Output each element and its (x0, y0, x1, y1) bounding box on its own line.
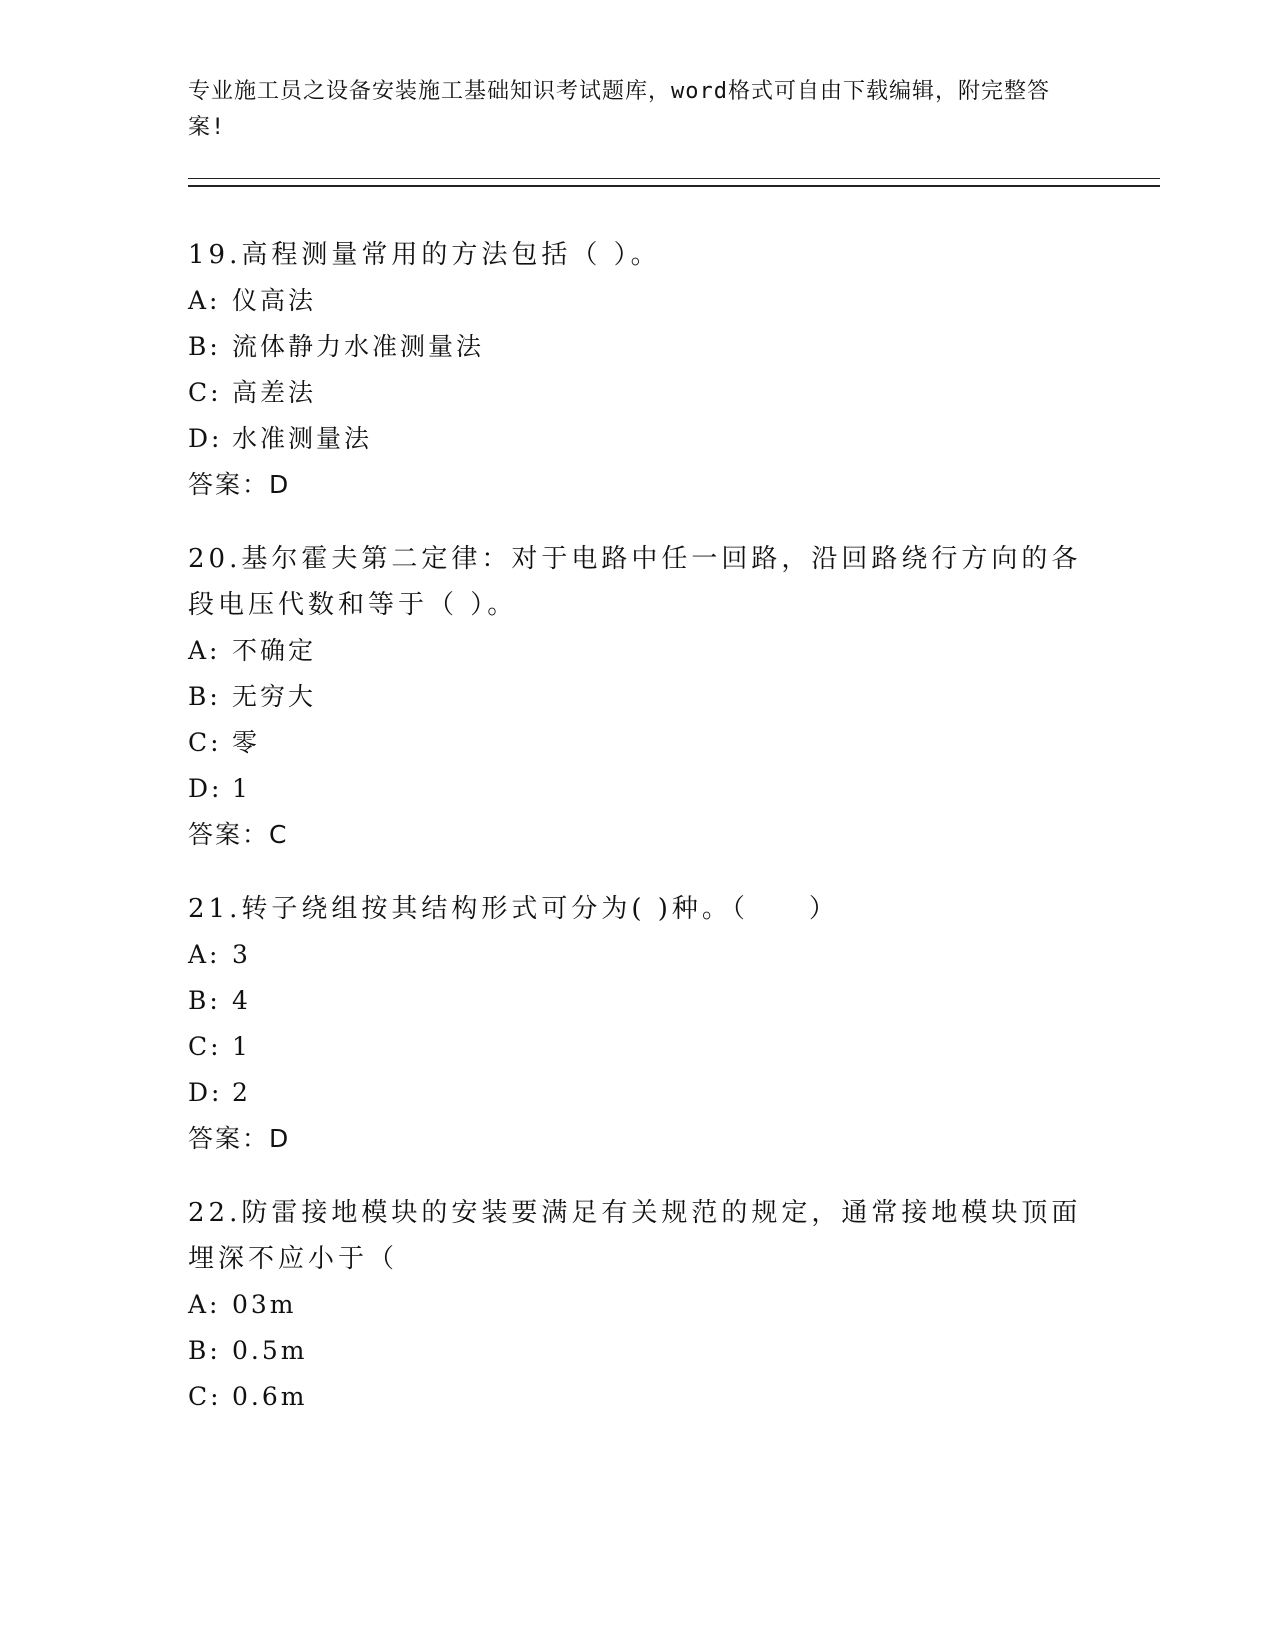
option-d (188, 416, 1088, 462)
option-d (188, 766, 1088, 812)
option-text: 仪高法 (232, 286, 317, 315)
option-text: 4 (232, 986, 251, 1015)
option-text: 1 (232, 774, 251, 803)
option-text: 03m (232, 1290, 297, 1319)
option-c (188, 370, 1088, 416)
option-text: 1 (232, 1032, 251, 1061)
document-title: 专业施工员之设备安装施工基础知识考试题库，word格式可自由下载编辑，附完整答案! (188, 79, 1050, 140)
question-22 (188, 1190, 1088, 1420)
option-letter: C: (188, 378, 222, 407)
option-b (188, 1328, 1088, 1374)
option-letter: B: (188, 332, 221, 361)
option-a (188, 628, 1088, 674)
option-letter: A: (188, 636, 221, 665)
question-text: 20.基尔霍夫第二定律：对于电路中任一回路，沿回路绕行方向的各段电压代数和等于（ ）。 (188, 544, 1082, 620)
option-letter: C: (188, 1382, 222, 1411)
option-a (188, 1282, 1088, 1328)
option-letter: A: (188, 286, 221, 315)
option-text: 水准测量法 (232, 424, 373, 453)
option-c (188, 1374, 1088, 1420)
option-letter: B: (188, 682, 221, 711)
option-text: 2 (232, 1078, 251, 1107)
page-header (188, 74, 1068, 146)
option-letter: B: (188, 1336, 221, 1365)
answer-line: 答案：D (188, 470, 291, 499)
question-21 (188, 886, 1088, 1162)
option-b (188, 674, 1088, 720)
option-text: 零 (232, 728, 261, 757)
question-text: 21.转子绕组按其结构形式可分为( )种。（ ） (188, 894, 839, 924)
option-b (188, 324, 1088, 370)
option-text: 不确定 (232, 636, 317, 665)
option-c (188, 720, 1088, 766)
answer-line: 答案：D (188, 1124, 291, 1153)
question-text: 22.防雷接地模块的安装要满足有关规范的规定，通常接地模块顶面埋深不应小于（ (188, 1198, 1082, 1274)
option-a (188, 278, 1088, 324)
option-a (188, 932, 1088, 978)
option-letter: B: (188, 986, 221, 1015)
question-20 (188, 536, 1088, 858)
option-letter: D: (188, 774, 223, 803)
option-d (188, 1070, 1088, 1116)
option-letter: A: (188, 940, 221, 969)
option-letter: A: (188, 1290, 221, 1319)
option-letter: C: (188, 1032, 222, 1061)
option-c (188, 1024, 1088, 1070)
header-divider (188, 178, 1160, 187)
option-letter: C: (188, 728, 222, 757)
answer-line: 答案：C (188, 820, 289, 849)
option-text: 0.5m (232, 1336, 308, 1365)
question-list (188, 232, 1088, 1448)
option-letter: D: (188, 1078, 223, 1107)
question-19 (188, 232, 1088, 508)
option-text: 流体静力水准测量法 (232, 332, 485, 361)
question-text: 19.高程测量常用的方法包括（ ）。 (188, 240, 661, 270)
option-b (188, 978, 1088, 1024)
option-text: 0.6m (232, 1382, 308, 1411)
option-text: 3 (232, 940, 251, 969)
option-text: 无穷大 (232, 682, 317, 711)
option-letter: D: (188, 424, 223, 453)
option-text: 高差法 (232, 378, 317, 407)
